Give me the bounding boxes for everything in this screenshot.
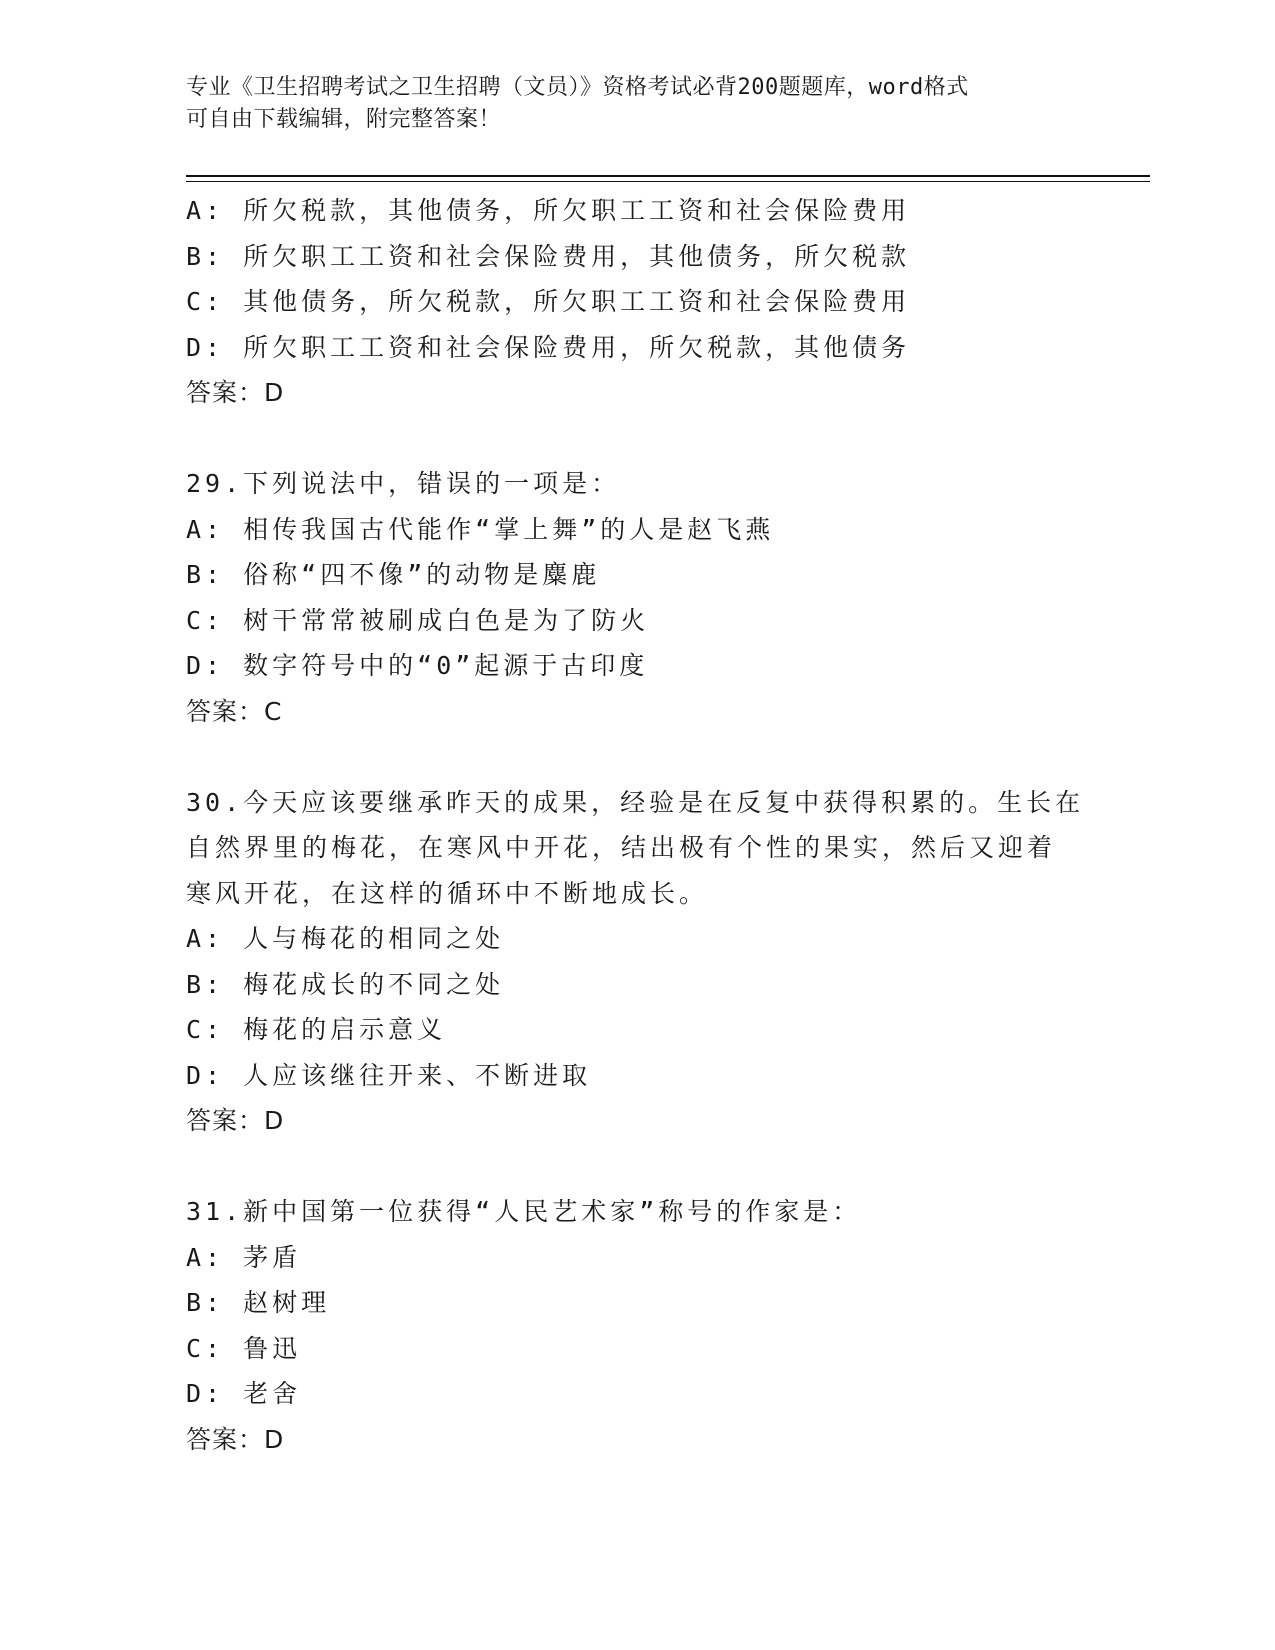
q31-option-c: C: 鲁迅 bbox=[186, 1333, 302, 1363]
spacer bbox=[186, 734, 1086, 780]
question-31-block bbox=[186, 1189, 1086, 1462]
spacer bbox=[186, 416, 1086, 462]
q28-option-c: C: 其他债务，所欠税款，所欠职工工资和社会保险费用 bbox=[186, 287, 911, 316]
question-28-block bbox=[186, 188, 1086, 416]
q29-question: 29.下列说法中，错误的一项是： bbox=[186, 469, 621, 498]
q29-option-b: B: 俗称“四不像”的动物是麋鹿 bbox=[186, 560, 601, 589]
q30-option-d: D: 人应该继往开来、不断进取 bbox=[186, 1060, 592, 1090]
q28-answer: 答案：D bbox=[186, 378, 285, 407]
q30-option-a: A: 人与梅花的相同之处 bbox=[186, 924, 505, 953]
q31-option-b: B: 赵树理 bbox=[186, 1288, 331, 1317]
document-body bbox=[186, 188, 1086, 1462]
question-29-block bbox=[186, 461, 1086, 734]
header-line-2: 可自由下载编辑，附完整答案！ bbox=[186, 107, 502, 132]
q28-option-a: A: 所欠税款，其他债务，所欠职工工资和社会保险费用 bbox=[186, 196, 911, 225]
question-30-block bbox=[186, 780, 1086, 1144]
q29-option-a: A: 相传我国古代能作“掌上舞”的人是赵飞燕 bbox=[186, 514, 775, 544]
header-line-1: 专业《卫生招聘考试之卫生招聘（文员）》资格考试必背200题题库，word格式 bbox=[186, 75, 969, 100]
q31-question: 31.新中国第一位获得“人民艺术家”称号的作家是： bbox=[186, 1197, 862, 1226]
q29-answer: 答案：C bbox=[186, 696, 283, 726]
document-header bbox=[186, 72, 1066, 136]
q31-option-a: A: 茅盾 bbox=[186, 1242, 302, 1272]
q28-option-b: B: 所欠职工工资和社会保险费用，其他债务，所欠税款 bbox=[186, 241, 911, 271]
q30-option-b: B: 梅花成长的不同之处 bbox=[186, 969, 505, 999]
spacer bbox=[186, 1144, 1086, 1190]
q30-question-line-2: 自然界里的梅花，在寒风中开花，结出极有个性的果实，然后又迎着 bbox=[186, 833, 1057, 862]
q28-option-d: D: 所欠职工工资和社会保险费用，所欠税款，其他债务 bbox=[186, 332, 911, 362]
header-rule-thick bbox=[186, 175, 1150, 177]
q30-option-c: C: 梅花的启示意义 bbox=[186, 1015, 447, 1044]
q31-option-d: D: 老舍 bbox=[186, 1379, 302, 1408]
q30-question-line-3: 寒风开花，在这样的循环中不断地成长。 bbox=[186, 878, 709, 908]
q29-option-d: D: 数字符号中的“0”起源于古印度 bbox=[186, 651, 649, 680]
header-rule-thin bbox=[186, 181, 1150, 182]
q29-option-c: C: 树干常常被刷成白色是为了防火 bbox=[186, 605, 650, 635]
q31-answer: 答案：D bbox=[186, 1424, 285, 1454]
q30-question-line-1: 30.今天应该要继承昨天的成果，经验是在反复中获得积累的。生长在 bbox=[186, 787, 1085, 817]
q30-answer: 答案：D bbox=[186, 1106, 285, 1135]
